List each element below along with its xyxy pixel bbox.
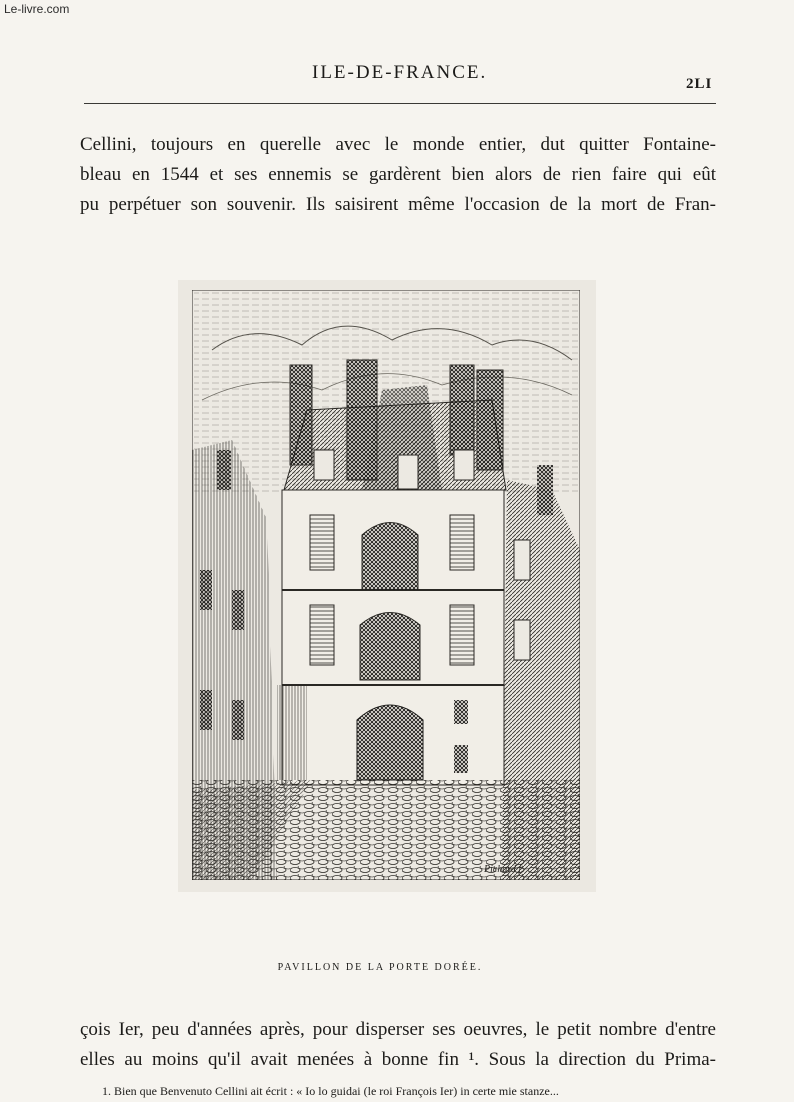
- page-number: 2LI: [686, 76, 713, 92]
- paragraph-top: [80, 130, 716, 220]
- footnote: 1. Bien que Benvenuto Cellini ait écrit : « Io lo guidai (le roi François Ier) in certe mie stanze...: [102, 1084, 559, 1098]
- header-rule: [84, 103, 716, 104]
- engraver-signature: Pichard f.: [484, 864, 524, 875]
- running-head: [0, 62, 794, 92]
- text-line: bleau en 1544 et ses ennemis se gardèrent bien alors de rien faire qui eût: [80, 164, 716, 185]
- text-line: Cellini, toujours en querelle avec le monde entier, dut quitter Fontaine-: [80, 134, 716, 155]
- paragraph-bottom: [80, 1015, 716, 1075]
- text-line: çois Ier, peu d'années après, pour disperser ses oeuvres, le petit nombre d'entre: [80, 1019, 716, 1040]
- site-watermark: Le-livre.com: [4, 2, 70, 16]
- running-title: ILE-DE-FRANCE.: [312, 62, 488, 83]
- plate-caption: PAVILLON DE LA PORTE DORÉE.: [277, 962, 483, 973]
- text-line: elles au moins qu'il avait menées à bonne fin ¹. Sous la direction du Prima-: [80, 1049, 716, 1070]
- engraving-pavillon-porte-doree: [192, 290, 580, 880]
- text-line: pu perpétuer son souvenir. Ils saisirent même l'occasion de la mort de Fran-: [80, 194, 716, 215]
